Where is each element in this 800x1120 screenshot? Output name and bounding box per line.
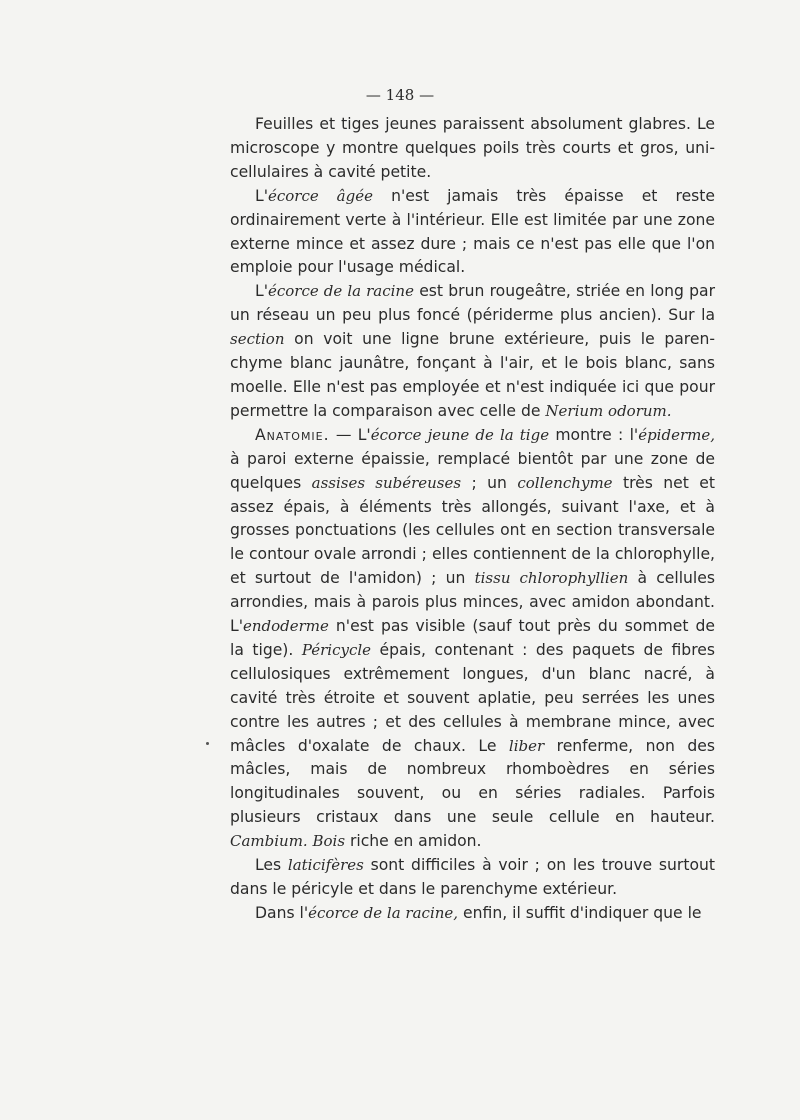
- italic-term: laticifères: [287, 856, 364, 875]
- text-run: renferme, non des mâcles, mais de nombreux rhomboèdres en séries longitudinales souvent, ou en séries radiales. Parfois plusieurs cristaux dans une seule cellule en hauteur.: [230, 736, 715, 827]
- text-run: L': [255, 186, 268, 205]
- text-run: on voit une ligne brune extérieure, puis le parenchyme blanc jaunâtre, fonçant à l'air, et le bois blanc, sans moelle. Elle n'est pas employée et n'est indiquée ici que pour permettre la comparaison avec celle de: [230, 330, 715, 420]
- italic-term: écorce de la racine,: [308, 903, 459, 922]
- text-run: — L': [329, 425, 371, 444]
- section-heading: Anatomie.: [255, 425, 330, 444]
- italic-term: Cambium. Bois: [230, 832, 346, 851]
- italic-term: Nerium odorum.: [545, 401, 672, 420]
- text-run: Feuilles et tiges jeunes paraissent absolument glabres. Le microscope y montre quelques poils très courts et gros, unicellulaires à cavité petite.: [230, 115, 715, 181]
- paragraph: [230, 854, 715, 902]
- italic-term: collenchyme: [517, 473, 613, 492]
- paragraph: [230, 902, 715, 926]
- italic-term: endoderme: [242, 617, 329, 636]
- italic-term: écorce de la racine: [267, 282, 414, 301]
- page-number: — 148 —: [365, 86, 435, 104]
- text-run: Dans l': [255, 903, 309, 922]
- paragraph: [230, 424, 715, 854]
- text-run: à cellules arrondies, mais à parois plus minces, avec amidon abondant. L': [230, 569, 715, 636]
- text-run: épais, contenant : des paquets de fibres cellulosiques extrêmement longues, d'un blanc nacré, à cavité très étroite et souvent aplatie, peu serrées les unes contre les autres ; et des cellules à membrane mince, avec mâcles d'oxalate de chaux. Le: [230, 640, 715, 755]
- text-run: L': [255, 282, 268, 301]
- text-run: très net et assez épais, à éléments très allongés, suivant l'axe, et à grosses ponctuations (les cellules ont en section transversale le contour ovale arrondi ; elles contiennent de la chlorophylle, et surtout de l'amidon) ; un: [230, 473, 715, 588]
- body-text: [230, 113, 715, 926]
- italic-term: section: [230, 330, 285, 349]
- italic-term: écorce jeune de la tige: [370, 425, 550, 444]
- italic-term: tissu chlorophyllien: [474, 569, 629, 588]
- italic-term: assises subéreuses: [311, 473, 462, 492]
- paragraph: [230, 280, 715, 423]
- text-run: enfin, il suffit d'indiquer que le: [458, 903, 702, 922]
- paragraph: [230, 185, 715, 281]
- italic-term: épiderme,: [638, 425, 715, 444]
- paragraph: [230, 113, 715, 185]
- margin-dot: [206, 742, 209, 745]
- italic-term: liber: [508, 736, 545, 755]
- text-run: ; un: [461, 473, 518, 492]
- text-run: n'est pas visible (sauf tout près du sommet de la tige).: [230, 617, 715, 659]
- text-run: riche en amidon.: [345, 832, 482, 851]
- text-run: à paroi externe épaissie, remplacé bientôt par une zone de quelques: [230, 449, 715, 492]
- text-run: est brun rougeâtre, striée en long par un réseau un peu plus foncé (périderme plus ancien). Sur la: [230, 282, 715, 325]
- text-run: Les: [255, 856, 288, 875]
- text-run: n'est jamais très épaisse et reste ordinairement verte à l'intérieur. Elle est limitée par une zone externe mince et assez dure ; mais ce n'est pas elle que l'on emploie pour l'usage médical.: [230, 186, 715, 277]
- text-run: montre : l': [549, 425, 639, 444]
- italic-term: écorce âgée: [267, 186, 373, 205]
- text-run: sont difficiles à voir ; on les trouve surtout dans le péricyle et dans le parenchyme extérieur.: [230, 856, 715, 898]
- italic-term: Péricycle: [301, 640, 372, 659]
